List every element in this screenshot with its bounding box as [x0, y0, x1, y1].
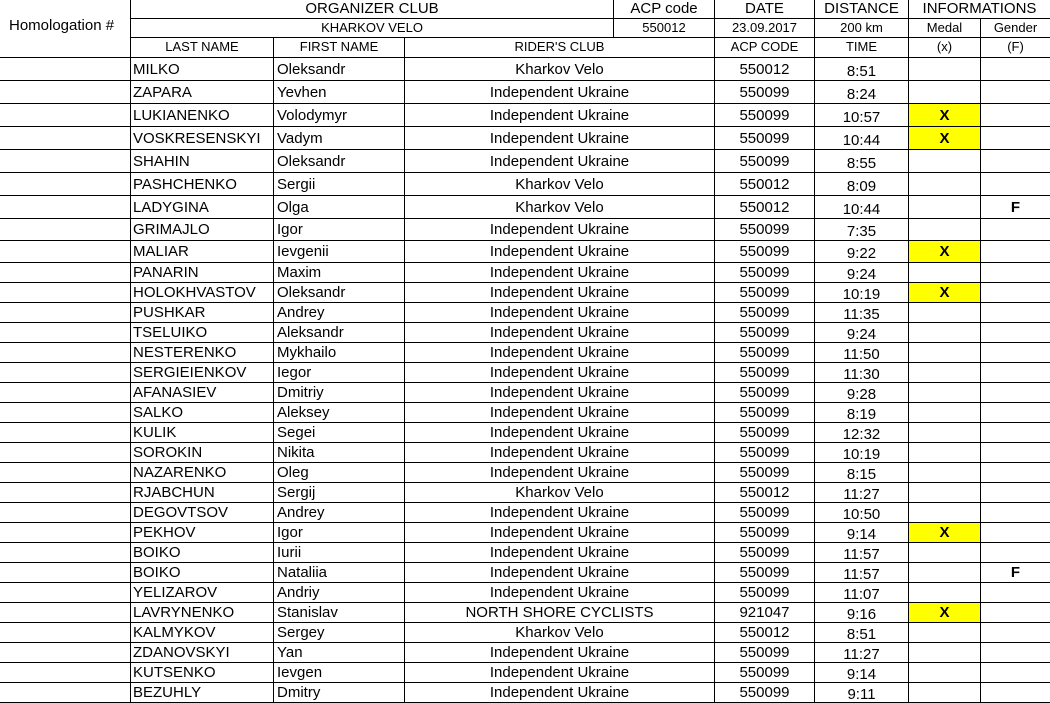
cell-riders-club: Independent Ukraine	[404, 241, 714, 262]
table-row	[0, 403, 1050, 423]
cell-last-name: SALKO	[130, 403, 273, 422]
cell-gender	[980, 58, 1050, 80]
cell-first-name: Dmitriy	[273, 383, 404, 402]
cell-riders-club: Independent Ukraine	[404, 463, 714, 482]
cell-medal: X	[908, 603, 980, 622]
cell-first-name: Aleksandr	[273, 323, 404, 342]
table-row	[0, 383, 1050, 403]
cell-last-name: RJABCHUN	[130, 483, 273, 502]
cell-gender	[980, 323, 1050, 342]
cell-last-name: TSELUIKO	[130, 323, 273, 342]
distance-label: DISTANCE	[814, 0, 908, 19]
cell-time: 11:35	[814, 303, 908, 322]
cell-time: 11:50	[814, 343, 908, 362]
cell-acp-code: 550099	[714, 403, 814, 422]
cell-time: 11:27	[814, 483, 908, 502]
table-row	[0, 58, 1050, 81]
cell-medal	[908, 383, 980, 402]
cell-last-name: BOIKO	[130, 563, 273, 582]
cell-medal: X	[908, 241, 980, 262]
table-row	[0, 173, 1050, 196]
cell-gender: F	[980, 196, 1050, 218]
table-row	[0, 81, 1050, 104]
cell-time: 12:32	[814, 423, 908, 442]
homologation-label: Homologation #	[9, 17, 115, 34]
cell-acp-code: 550099	[714, 583, 814, 602]
cell-first-name: Iurii	[273, 543, 404, 562]
cell-gender	[980, 463, 1050, 482]
cell-first-name: Sergij	[273, 483, 404, 502]
cell-acp-code: 550099	[714, 363, 814, 382]
cell-last-name: BEZUHLY	[130, 683, 273, 702]
cell-medal	[908, 303, 980, 322]
cell-first-name: Oleksandr	[273, 58, 404, 80]
cell-time: 8:19	[814, 403, 908, 422]
cell-medal	[908, 503, 980, 522]
cell-first-name: Volodymyr	[273, 104, 404, 126]
cell-time: 9:16	[814, 603, 908, 622]
cell-gender	[980, 603, 1050, 622]
organizer-club-value: KHARKOV VELO	[130, 19, 613, 38]
cell-medal	[908, 323, 980, 342]
cell-time: 11:57	[814, 563, 908, 582]
cell-last-name: MILKO	[130, 58, 273, 80]
cell-acp-code: 550099	[714, 443, 814, 462]
cell-last-name: LAVRYNENKO	[130, 603, 273, 622]
cell-time: 9:28	[814, 383, 908, 402]
cell-last-name: AFANASIEV	[130, 383, 273, 402]
cell-time: 11:57	[814, 543, 908, 562]
cell-riders-club: Independent Ukraine	[404, 81, 714, 103]
cell-last-name: PUSHKAR	[130, 303, 273, 322]
cell-riders-club: Independent Ukraine	[404, 127, 714, 149]
cell-acp-code: 550099	[714, 303, 814, 322]
table-row	[0, 196, 1050, 219]
cell-riders-club: Independent Ukraine	[404, 423, 714, 442]
cell-first-name: Iegor	[273, 363, 404, 382]
cell-time: 11:30	[814, 363, 908, 382]
cell-first-name: Yevhen	[273, 81, 404, 103]
distance-value: 200 km	[814, 19, 908, 38]
cell-riders-club: Independent Ukraine	[404, 403, 714, 422]
table-row	[0, 623, 1050, 643]
cell-last-name: NAZARENKO	[130, 463, 273, 482]
cell-medal	[908, 583, 980, 602]
cell-riders-club: Independent Ukraine	[404, 663, 714, 682]
col-header-acp-code: ACP CODE	[714, 38, 814, 58]
cell-time: 8:51	[814, 623, 908, 642]
table-row	[0, 150, 1050, 173]
cell-gender	[980, 403, 1050, 422]
table-row	[0, 603, 1050, 623]
cell-riders-club: Independent Ukraine	[404, 383, 714, 402]
cell-medal	[908, 483, 980, 502]
cell-gender	[980, 219, 1050, 240]
cell-time: 9:24	[814, 323, 908, 342]
cell-first-name: Aleksey	[273, 403, 404, 422]
cell-medal	[908, 463, 980, 482]
cell-last-name: GRIMAJLO	[130, 219, 273, 240]
cell-gender	[980, 643, 1050, 662]
cell-time: 9:11	[814, 683, 908, 702]
cell-time: 9:14	[814, 523, 908, 542]
cell-first-name: Dmitry	[273, 683, 404, 702]
cell-medal	[908, 563, 980, 582]
cell-riders-club: Independent Ukraine	[404, 583, 714, 602]
cell-last-name: BOIKO	[130, 543, 273, 562]
cell-first-name: Nataliia	[273, 563, 404, 582]
cell-time: 10:19	[814, 443, 908, 462]
cell-acp-code: 550099	[714, 104, 814, 126]
cell-acp-code: 550099	[714, 683, 814, 702]
cell-last-name: LADYGINA	[130, 196, 273, 218]
cell-medal	[908, 443, 980, 462]
cell-first-name: Olga	[273, 196, 404, 218]
cell-riders-club: Kharkov Velo	[404, 58, 714, 80]
cell-gender	[980, 583, 1050, 602]
table-row	[0, 343, 1050, 363]
cell-medal	[908, 363, 980, 382]
table-row	[0, 303, 1050, 323]
cell-gender	[980, 383, 1050, 402]
cell-medal: X	[908, 104, 980, 126]
cell-last-name: PANARIN	[130, 263, 273, 282]
cell-riders-club: Kharkov Velo	[404, 173, 714, 195]
cell-medal	[908, 543, 980, 562]
cell-acp-code: 550099	[714, 383, 814, 402]
cell-gender	[980, 623, 1050, 642]
cell-acp-code: 550099	[714, 127, 814, 149]
table-row	[0, 583, 1050, 603]
cell-last-name: ZDANOVSKYI	[130, 643, 273, 662]
cell-riders-club: Independent Ukraine	[404, 503, 714, 522]
medal-label: Medal	[908, 19, 980, 38]
cell-time: 10:44	[814, 127, 908, 149]
cell-gender	[980, 104, 1050, 126]
cell-last-name: PASHCHENKO	[130, 173, 273, 195]
table-row	[0, 323, 1050, 343]
cell-acp-code: 550099	[714, 423, 814, 442]
cell-acp-code: 921047	[714, 603, 814, 622]
cell-last-name: SOROKIN	[130, 443, 273, 462]
cell-riders-club: Independent Ukraine	[404, 523, 714, 542]
cell-last-name: SERGIEIENKOV	[130, 363, 273, 382]
cell-last-name: YELIZAROV	[130, 583, 273, 602]
table-row	[0, 503, 1050, 523]
cell-acp-code: 550012	[714, 623, 814, 642]
cell-riders-club: NORTH SHORE CYCLISTS	[404, 603, 714, 622]
cell-acp-code: 550012	[714, 173, 814, 195]
cell-medal	[908, 58, 980, 80]
cell-medal	[908, 643, 980, 662]
cell-last-name: KULIK	[130, 423, 273, 442]
cell-last-name: HOLOKHVASTOV	[130, 283, 273, 302]
cell-first-name: Nikita	[273, 443, 404, 462]
cell-riders-club: Kharkov Velo	[404, 623, 714, 642]
cell-riders-club: Independent Ukraine	[404, 543, 714, 562]
cell-riders-club: Independent Ukraine	[404, 104, 714, 126]
cell-gender: F	[980, 563, 1050, 582]
table-row	[0, 241, 1050, 263]
cell-first-name: Segei	[273, 423, 404, 442]
cell-first-name: Sergii	[273, 173, 404, 195]
col-header-first-name: FIRST NAME	[273, 38, 404, 58]
cell-time: 11:27	[814, 643, 908, 662]
cell-time: 10:44	[814, 196, 908, 218]
cell-acp-code: 550099	[714, 323, 814, 342]
table-row	[0, 263, 1050, 283]
cell-first-name: Andrey	[273, 503, 404, 522]
col-header-gender: (F)	[980, 38, 1050, 58]
cell-first-name: Oleg	[273, 463, 404, 482]
cell-time: 10:50	[814, 503, 908, 522]
cell-acp-code: 550099	[714, 81, 814, 103]
cell-riders-club: Kharkov Velo	[404, 196, 714, 218]
table-row	[0, 563, 1050, 583]
cell-gender	[980, 150, 1050, 172]
cell-time: 9:22	[814, 241, 908, 262]
sheet-header	[0, 0, 1050, 58]
cell-acp-code: 550099	[714, 523, 814, 542]
cell-first-name: Vadym	[273, 127, 404, 149]
cell-riders-club: Independent Ukraine	[404, 363, 714, 382]
informations-label: INFORMATIONS	[908, 0, 1050, 19]
col-header-last-name: LAST NAME	[130, 38, 273, 58]
cell-medal	[908, 81, 980, 103]
cell-time: 8:15	[814, 463, 908, 482]
acp-code-label: ACP code	[613, 0, 714, 19]
cell-medal: X	[908, 127, 980, 149]
cell-last-name: MALIAR	[130, 241, 273, 262]
col-header-riders-club: RIDER'S CLUB	[404, 38, 714, 58]
cell-time: 9:24	[814, 263, 908, 282]
cell-first-name: Oleksandr	[273, 150, 404, 172]
cell-medal	[908, 623, 980, 642]
date-label: DATE	[714, 0, 814, 19]
cell-acp-code: 550012	[714, 483, 814, 502]
cell-last-name: DEGOVTSOV	[130, 503, 273, 522]
cell-gender	[980, 81, 1050, 103]
cell-first-name: Ievgenii	[273, 241, 404, 262]
cell-acp-code: 550099	[714, 263, 814, 282]
table-row	[0, 443, 1050, 463]
cell-first-name: Sergey	[273, 623, 404, 642]
cell-last-name: LUKIANENKO	[130, 104, 273, 126]
cell-acp-code: 550099	[714, 543, 814, 562]
cell-medal	[908, 150, 980, 172]
table-row	[0, 423, 1050, 443]
cell-gender	[980, 127, 1050, 149]
cell-acp-code: 550099	[714, 563, 814, 582]
cell-medal	[908, 263, 980, 282]
date-value: 23.09.2017	[714, 19, 814, 38]
cell-last-name: KUTSENKO	[130, 663, 273, 682]
cell-riders-club: Independent Ukraine	[404, 283, 714, 302]
cell-medal	[908, 683, 980, 702]
cell-time: 8:24	[814, 81, 908, 103]
table-row	[0, 219, 1050, 241]
cell-first-name: Andrey	[273, 303, 404, 322]
table-row	[0, 543, 1050, 563]
cell-gender	[980, 263, 1050, 282]
acp-code-value: 550012	[613, 19, 714, 38]
cell-time: 10:19	[814, 283, 908, 302]
cell-riders-club: Independent Ukraine	[404, 150, 714, 172]
cell-riders-club: Independent Ukraine	[404, 683, 714, 702]
cell-gender	[980, 423, 1050, 442]
cell-time: 8:51	[814, 58, 908, 80]
cell-first-name: Igor	[273, 523, 404, 542]
cell-time: 8:55	[814, 150, 908, 172]
cell-first-name: Andriy	[273, 583, 404, 602]
cell-first-name: Maxim	[273, 263, 404, 282]
cell-medal	[908, 403, 980, 422]
cell-last-name: SHAHIN	[130, 150, 273, 172]
organizer-club-label: ORGANIZER CLUB	[130, 0, 613, 19]
cell-riders-club: Independent Ukraine	[404, 643, 714, 662]
cell-first-name: Igor	[273, 219, 404, 240]
cell-medal	[908, 219, 980, 240]
cell-medal	[908, 196, 980, 218]
table-row	[0, 523, 1050, 543]
cell-gender	[980, 483, 1050, 502]
cell-last-name: ZAPARA	[130, 81, 273, 103]
cell-acp-code: 550099	[714, 663, 814, 682]
table-row	[0, 643, 1050, 663]
cell-riders-club: Independent Ukraine	[404, 563, 714, 582]
cell-time: 7:35	[814, 219, 908, 240]
riders-table	[0, 58, 1050, 703]
cell-gender	[980, 523, 1050, 542]
cell-last-name: KALMYKOV	[130, 623, 273, 642]
table-row	[0, 483, 1050, 503]
cell-last-name: VOSKRESENSKYI	[130, 127, 273, 149]
col-header-medal: (x)	[908, 38, 980, 58]
cell-acp-code: 550099	[714, 643, 814, 662]
cell-first-name: Mykhailo	[273, 343, 404, 362]
homologation-blank	[0, 38, 130, 58]
cell-medal	[908, 173, 980, 195]
cell-last-name: NESTERENKO	[130, 343, 273, 362]
cell-riders-club: Independent Ukraine	[404, 303, 714, 322]
cell-gender	[980, 343, 1050, 362]
cell-gender	[980, 663, 1050, 682]
cell-medal	[908, 343, 980, 362]
cell-gender	[980, 543, 1050, 562]
table-row	[0, 463, 1050, 483]
cell-riders-club: Kharkov Velo	[404, 483, 714, 502]
cell-last-name: PEKHOV	[130, 523, 273, 542]
cell-gender	[980, 173, 1050, 195]
cell-medal: X	[908, 283, 980, 302]
cell-time: 9:14	[814, 663, 908, 682]
cell-riders-club: Independent Ukraine	[404, 343, 714, 362]
cell-first-name: Ievgen	[273, 663, 404, 682]
cell-time: 11:07	[814, 583, 908, 602]
cell-first-name: Oleksandr	[273, 283, 404, 302]
cell-medal: X	[908, 523, 980, 542]
cell-acp-code: 550099	[714, 219, 814, 240]
cell-time: 8:09	[814, 173, 908, 195]
cell-time: 10:57	[814, 104, 908, 126]
cell-riders-club: Independent Ukraine	[404, 323, 714, 342]
table-row	[0, 363, 1050, 383]
table-row	[0, 683, 1050, 703]
cell-acp-code: 550099	[714, 150, 814, 172]
table-row	[0, 663, 1050, 683]
table-row	[0, 127, 1050, 150]
cell-medal	[908, 423, 980, 442]
cell-gender	[980, 303, 1050, 322]
cell-acp-code: 550099	[714, 241, 814, 262]
col-header-time: TIME	[814, 38, 908, 58]
cell-acp-code: 550099	[714, 463, 814, 482]
cell-medal	[908, 663, 980, 682]
cell-acp-code: 550099	[714, 283, 814, 302]
cell-gender	[980, 503, 1050, 522]
cell-acp-code: 550099	[714, 343, 814, 362]
cell-gender	[980, 683, 1050, 702]
table-row	[0, 283, 1050, 303]
cell-riders-club: Independent Ukraine	[404, 219, 714, 240]
cell-gender	[980, 241, 1050, 262]
gender-label: Gender	[980, 19, 1050, 38]
cell-acp-code: 550012	[714, 58, 814, 80]
cell-gender	[980, 443, 1050, 462]
cell-first-name: Yan	[273, 643, 404, 662]
cell-riders-club: Independent Ukraine	[404, 443, 714, 462]
cell-acp-code: 550012	[714, 196, 814, 218]
cell-riders-club: Independent Ukraine	[404, 263, 714, 282]
table-row	[0, 104, 1050, 127]
cell-gender	[980, 363, 1050, 382]
cell-acp-code: 550099	[714, 503, 814, 522]
cell-first-name: Stanislav	[273, 603, 404, 622]
cell-gender	[980, 283, 1050, 302]
